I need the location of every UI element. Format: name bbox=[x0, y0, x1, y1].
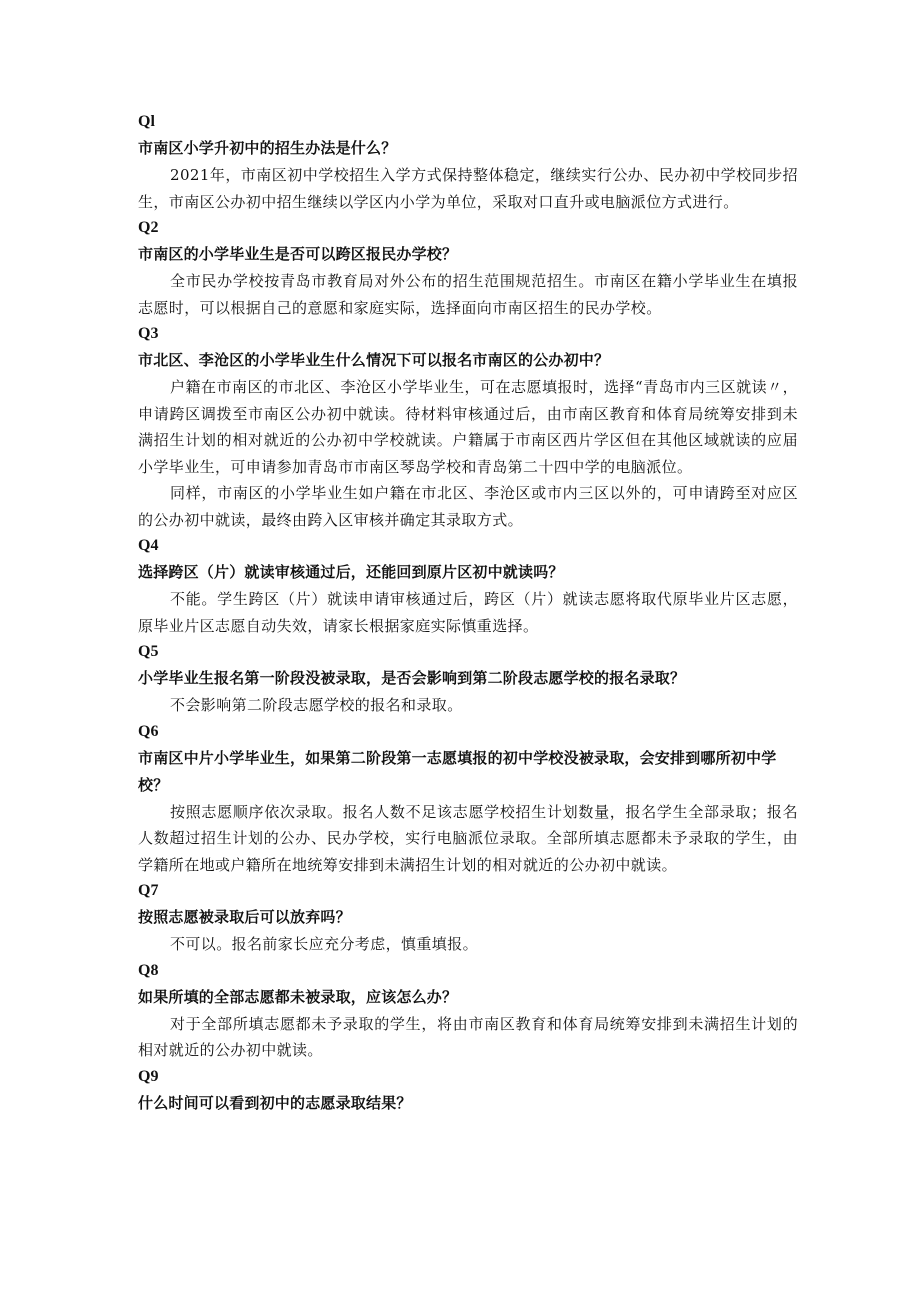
question-number: Q2 bbox=[138, 219, 159, 236]
question-text: 什么时间可以看到初中的志愿录取结果？ bbox=[138, 1093, 412, 1112]
question-text: 市南区中片小学毕业生，如果第二阶段第一志愿填报的初中学校没被录取，会安排到哪所初中学校？ bbox=[138, 748, 777, 794]
question-number: Q3 bbox=[138, 325, 159, 342]
faq-item bbox=[138, 719, 798, 879]
faq-item bbox=[138, 109, 798, 215]
answer-paragraph: 对于全部所填志愿都未予录取的学生，将由市南区教育和体育局统筹安排到未满招生计划的相对就近的公办初中就读。 bbox=[138, 1014, 798, 1059]
answer-paragraph: 全市民办学校按青岛市教育局对外公布的招生范围规范招生。市南区在籍小学毕业生在填报志愿时，可以根据自己的意愿和家庭实际，选择面向市南区招生的民办学校。 bbox=[138, 272, 798, 317]
question-number: Q9 bbox=[138, 1067, 159, 1085]
faq-item bbox=[138, 958, 798, 1064]
question-text: 小学毕业生报名第一阶段没被录取，是否会影响到第二阶段志愿学校的报名录取？ bbox=[138, 669, 686, 687]
faq-item bbox=[138, 215, 798, 321]
answer-paragraph: 不会影响第二阶段志愿学校的报名和录取。 bbox=[170, 696, 463, 714]
faq-document bbox=[138, 109, 798, 1117]
answer-paragraph: 不可以。报名前家长应充分考虑，慎重填报。 bbox=[170, 935, 479, 953]
faq-item bbox=[138, 1064, 798, 1117]
question-text: 市北区、李沧区的小学毕业生什么情况下可以报名市南区的公办初中？ bbox=[138, 351, 610, 369]
question-text: 按照志愿被录取后可以放弃吗？ bbox=[138, 908, 351, 926]
question-number: Q4 bbox=[138, 537, 159, 554]
question-number: Ql bbox=[138, 113, 155, 130]
question-number: Q7 bbox=[138, 882, 159, 899]
answer-paragraph: 2021年，市南区初中学校招生入学方式保持整体稳定，继续实行公办、民办初中学校同步招生，市南区公办初中招生继续以学区内小学为单位，采取对口直升或电脑派位方式进行。 bbox=[138, 166, 798, 211]
answer-paragraph: 按照志愿顺序依次录取。报名人数不足该志愿学校招生计划数量，报名学生全部录取；报名人数超过招生计划的公办、民办学校，实行电脑派位录取。全部所填志愿都未予录取的学生，由学籍所在地或户籍所在地统筹安排到未满招生计划的相对就近的公办初中就读。 bbox=[138, 802, 798, 874]
faq-item bbox=[138, 533, 798, 639]
question-number: Q6 bbox=[138, 722, 159, 740]
question-number: Q8 bbox=[138, 961, 159, 979]
answer-paragraph: 不能。学生跨区（片）就读申请审核通过后，跨区（片）就读志愿将取代原毕业片区志愿，原毕业片区志愿自动失效，请家长根据家庭实际慎重选择。 bbox=[138, 590, 798, 635]
faq-item bbox=[138, 639, 798, 719]
question-text: 选择跨区（片）就读审核通过后，还能回到原片区初中就读吗？ bbox=[138, 563, 564, 581]
question-text: 市南区的小学毕业生是否可以跨区报民办学校？ bbox=[138, 245, 458, 263]
answer-paragraph: 同样，市南区的小学毕业生如户籍在市北区、李沧区或市内三区以外的，可申请跨至对应区的公办初中就读，最终由跨入区审核并确定其录取方式。 bbox=[138, 484, 798, 529]
faq-item bbox=[138, 321, 798, 533]
question-text: 如果所填的全部志愿都未被录取，应该怎么办？ bbox=[138, 987, 458, 1006]
question-number: Q5 bbox=[138, 643, 159, 660]
question-text: 市南区小学升初中的招生办法是什么？ bbox=[138, 139, 397, 157]
answer-paragraph: 户籍在市南区的市北区、李沧区小学毕业生，可在志愿填报时，选择“青岛市内三区就读〃，申请跨区调拨至市南区公办初中就读。待材料审核通过后，由市南区教育和体育局统筹安排到未满招生计划的相对就近的公办初中学校就读。户籍属于市南区西片学区但在其他区域就读的应届小学毕业生，可申请参加青岛市市南区琴岛学校和青岛第二十四中学的电脑派位。 bbox=[138, 378, 798, 476]
faq-item bbox=[138, 878, 798, 958]
